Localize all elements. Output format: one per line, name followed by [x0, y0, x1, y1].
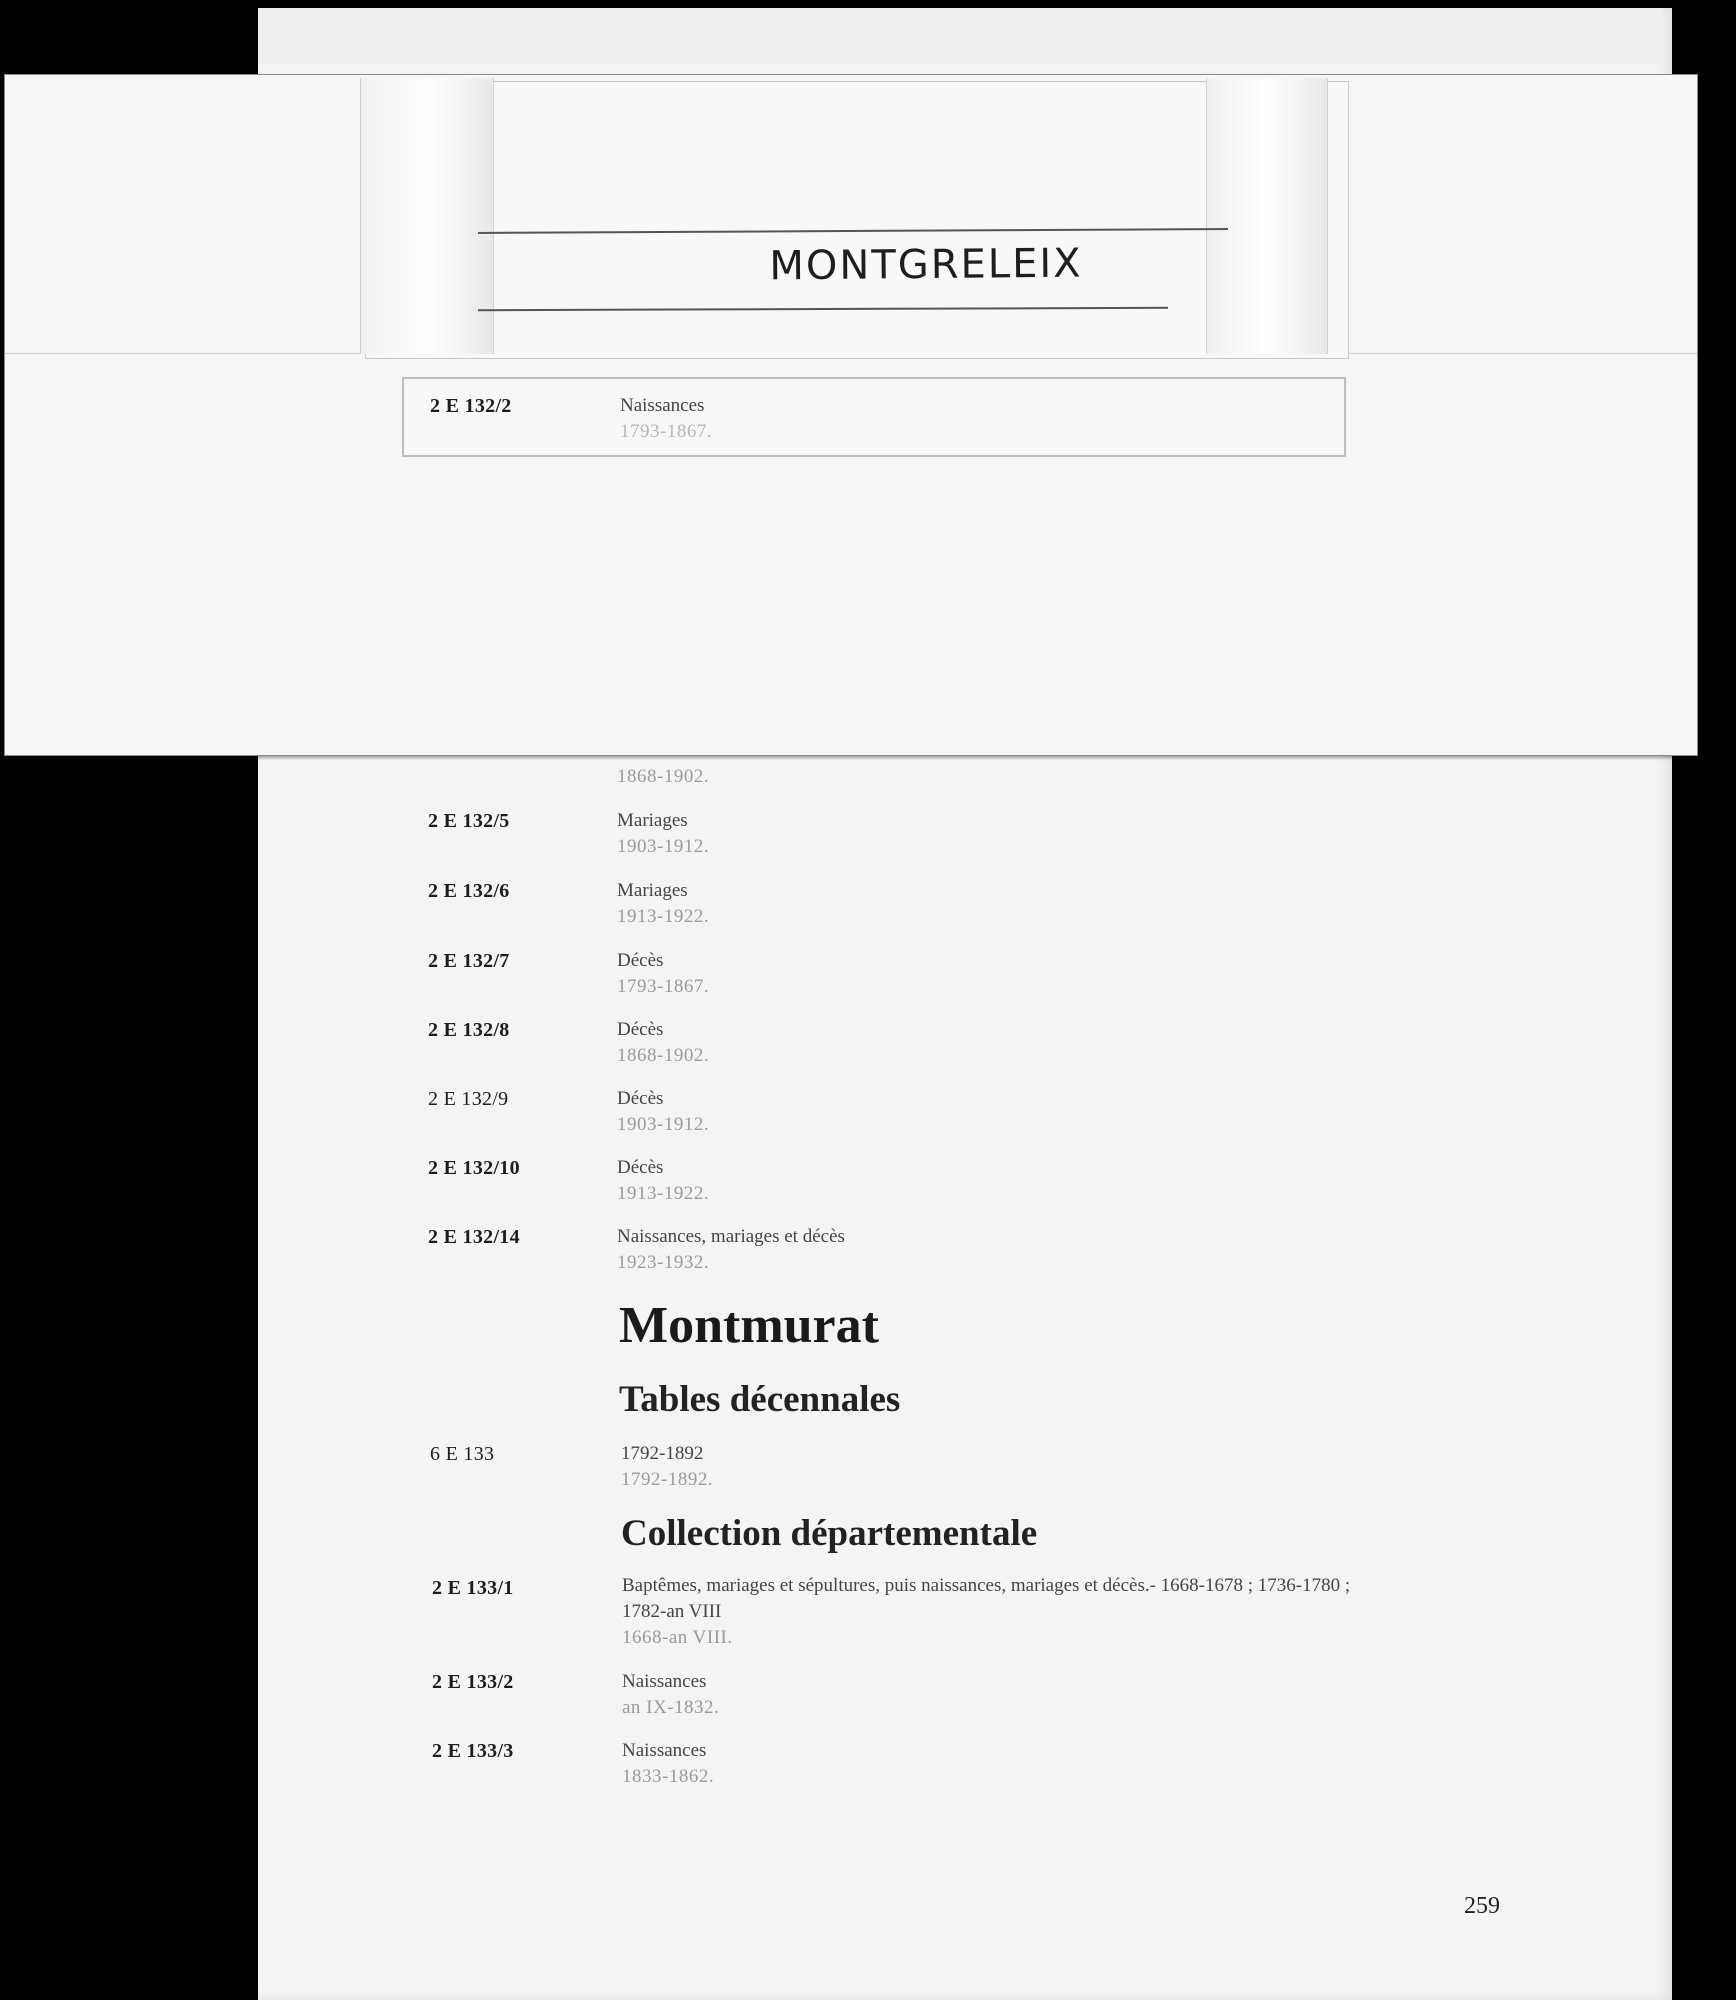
entry-title: Décès [617, 950, 664, 971]
entry-title-continued: 1782-an VIII [622, 1601, 722, 1622]
entry-dates: 1923-1932. [617, 1252, 710, 1273]
entry-code: 6 E 133 [430, 1443, 495, 1465]
entry-code: 2 E 132/14 [428, 1226, 520, 1248]
card-rule-top [478, 228, 1228, 234]
handwritten-label-title: MONTGRELEIX [769, 240, 1083, 290]
entry-title: Naissances, mariages et décès [617, 1226, 845, 1247]
entry-title: Baptêmes, mariages et sépultures, puis naissances, mariages et décès.- 1668-1678 ; 1736-1780 ; [622, 1575, 1351, 1596]
entry-dates: 1913-1922. [617, 906, 710, 927]
entry-title: Décès [617, 1157, 664, 1178]
entry-dates: 1668-an VIII. [622, 1627, 733, 1648]
tape-right [1206, 78, 1328, 354]
entry-code: 2 E 133/3 [432, 1740, 514, 1762]
commune-heading: Montmurat [619, 1297, 879, 1354]
entry-dates: 1903-1912. [617, 1114, 710, 1135]
entry-code: 2 E 132/5 [428, 810, 510, 832]
label-card [365, 81, 1349, 359]
section-heading-collection: Collection départementale [621, 1513, 1038, 1554]
tape-left [360, 78, 494, 354]
entry-dates: 1792-1892. [621, 1469, 714, 1490]
entry-dates: 1903-1912. [617, 836, 710, 857]
entry-dates: 1833-1862. [622, 1766, 715, 1787]
entry-code: 2 E 132/2 [430, 395, 512, 417]
section-heading-tables: Tables décennales [619, 1379, 901, 1420]
folded-paper-overlay [4, 74, 1698, 756]
entry-code: 2 E 132/10 [428, 1157, 520, 1179]
entry-code: 2 E 132/9 [428, 1088, 509, 1110]
entry-title: Décès [617, 1088, 664, 1109]
entry-code: 2 E 133/1 [432, 1577, 514, 1599]
entry-title: Naissances [622, 1740, 707, 1761]
page-number: 259 [1464, 1893, 1500, 1919]
entry-title: Mariages [617, 880, 688, 901]
entry-dates: 1868-1902. [617, 766, 710, 787]
entry-title: Décès [617, 1019, 664, 1040]
entry-code: 2 E 132/8 [428, 1019, 510, 1041]
entry-dates: 1868-1902. [617, 1045, 710, 1066]
entry-dates: an IX-1832. [622, 1697, 720, 1718]
entry-dates: 1793-1867. [620, 421, 713, 442]
entry-code: 2 E 132/7 [428, 950, 510, 972]
page-top-edge [258, 8, 1662, 64]
entry-title: Naissances [622, 1671, 707, 1692]
entry-title: Naissances [620, 395, 705, 416]
entry-title: 1792-1892 [621, 1443, 704, 1464]
entry-code: 2 E 133/2 [432, 1671, 514, 1693]
entry-title: Mariages [617, 810, 688, 831]
entry-dates: 1793-1867. [617, 976, 710, 997]
entry-dates: 1913-1922. [617, 1183, 710, 1204]
overlay-entry-box [402, 377, 1346, 457]
entry-code: 2 E 132/6 [428, 880, 510, 902]
card-rule-bottom [478, 307, 1168, 311]
